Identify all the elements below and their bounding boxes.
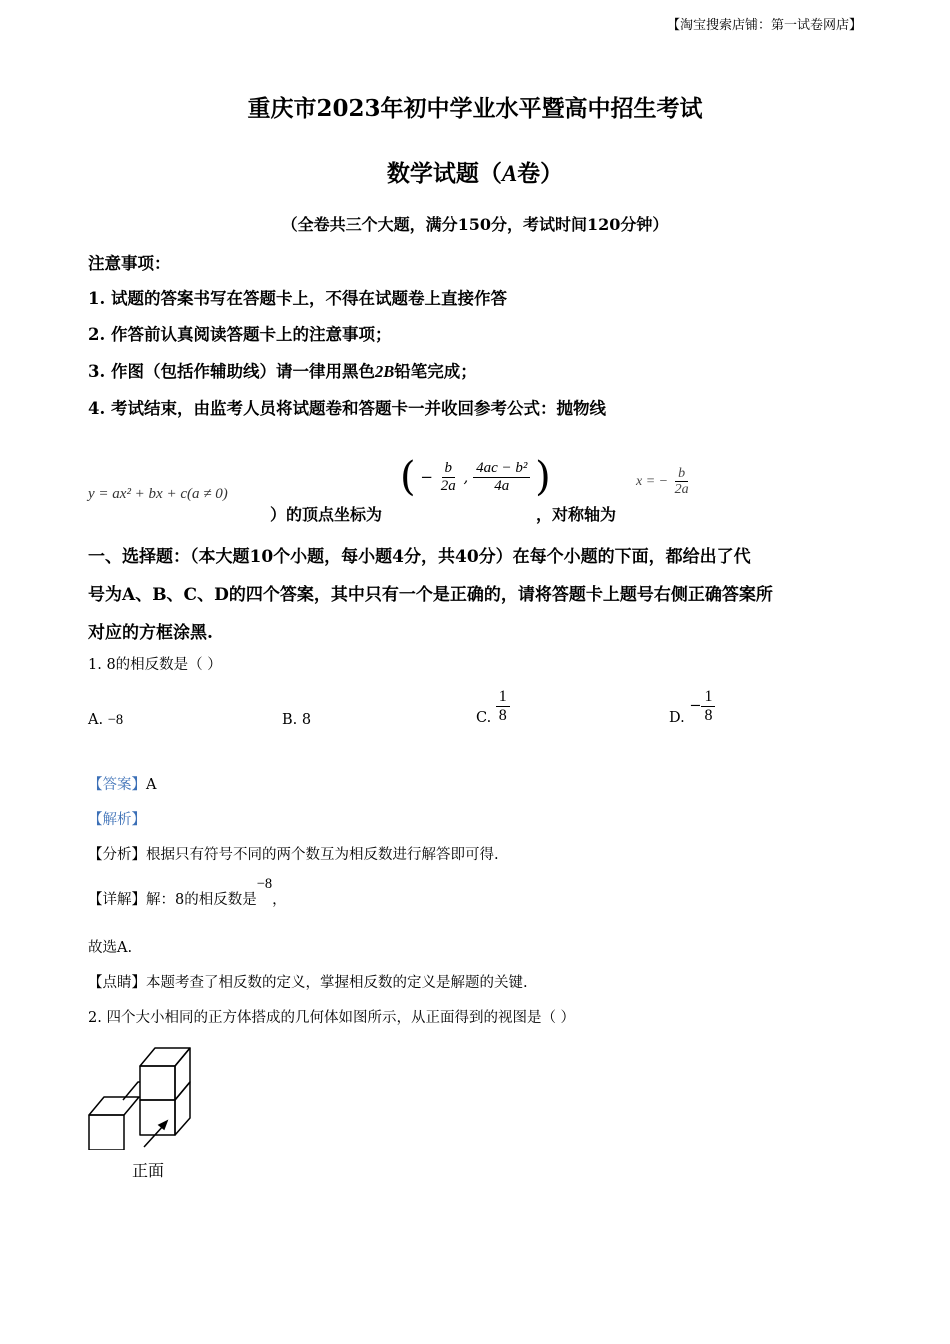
section1-line2: 号为A、B、C、D的四个答案，其中只有一个是正确的，请将答题卡上题号右侧正确答案所: [88, 585, 773, 605]
q1-xiangjie: 【详解】解：8的相反数是−8，: [88, 876, 287, 908]
q2-stem: 2. 四个大小相同的正方体搭成的几何体如图所示，从正面得到的视图是（ ）: [88, 1010, 576, 1026]
q1-stem: 1. 8的相反数是（ ）: [88, 657, 222, 673]
axis-formula: x = − $\frac{b}{2a}$: [636, 466, 689, 498]
q1-option-b: B. 8: [282, 712, 312, 728]
cube-figure: [80, 1040, 210, 1150]
q1-option-c: C. $\frac{1}{8}$: [476, 686, 510, 726]
section1-line3: 对应的方框涂黑.: [88, 623, 213, 643]
note-item-3: 3. 作图（包括作辅助线）请一律用黑色2B铅笔完成；: [88, 362, 477, 381]
shop-header: 【淘宝搜索店铺：第一试卷网店】: [666, 18, 862, 33]
section1-line1: 一、选择题：（本大题10个小题，每小题4分，共40分）在每个小题的下面，都给出了代: [88, 547, 751, 567]
exam-title: 重庆市2023年初中学业水平暨高中招生考试: [247, 95, 703, 122]
note-item-1: 1. 试题的答案书写在答题卡上，不得在试题卷上直接作答: [88, 289, 507, 308]
q1-answer: 【答案】A: [88, 777, 157, 793]
figure-front-label: 正面: [132, 1161, 165, 1180]
note-item-2: 2. 作答前认真阅读答题卡上的注意事项；: [88, 325, 392, 344]
exam-subtitle: 数学试题（A卷）: [386, 160, 564, 187]
parabola-equation: y = ax² + bx + c(a ≠ 0): [88, 486, 228, 502]
vertex-formula: ( − $\frac{b}{2a}$ , $\frac{\text{4ac − b²}}{4a}$ ): [400, 454, 551, 500]
q1-choose: 故选A.: [88, 940, 133, 956]
notes-heading: 注意事项：: [88, 254, 171, 273]
vertex-text: ）的顶点坐标为: [270, 505, 383, 524]
q1-analysis-tag: 【解析】: [88, 812, 146, 828]
q1-dianjing: 【点睛】本题考查了相反数的定义，掌握相反数的定义是解题的关键.: [88, 975, 528, 991]
q1-option-d: D. − $\frac{1}{8}$: [669, 686, 715, 726]
note-item-4: 4. 考试结束，由监考人员将试题卷和答题卡一并收回参考公式：抛物线: [88, 399, 606, 418]
exam-info: （全卷共三个大题，满分150分，考试时间120分钟）: [281, 215, 669, 234]
q1-option-a: A. −8: [88, 712, 124, 728]
q1-fenxi: 【分析】根据只有符号不同的两个数互为相反数进行解答即可得.: [88, 847, 499, 863]
axis-text: ，对称轴为: [536, 505, 617, 524]
